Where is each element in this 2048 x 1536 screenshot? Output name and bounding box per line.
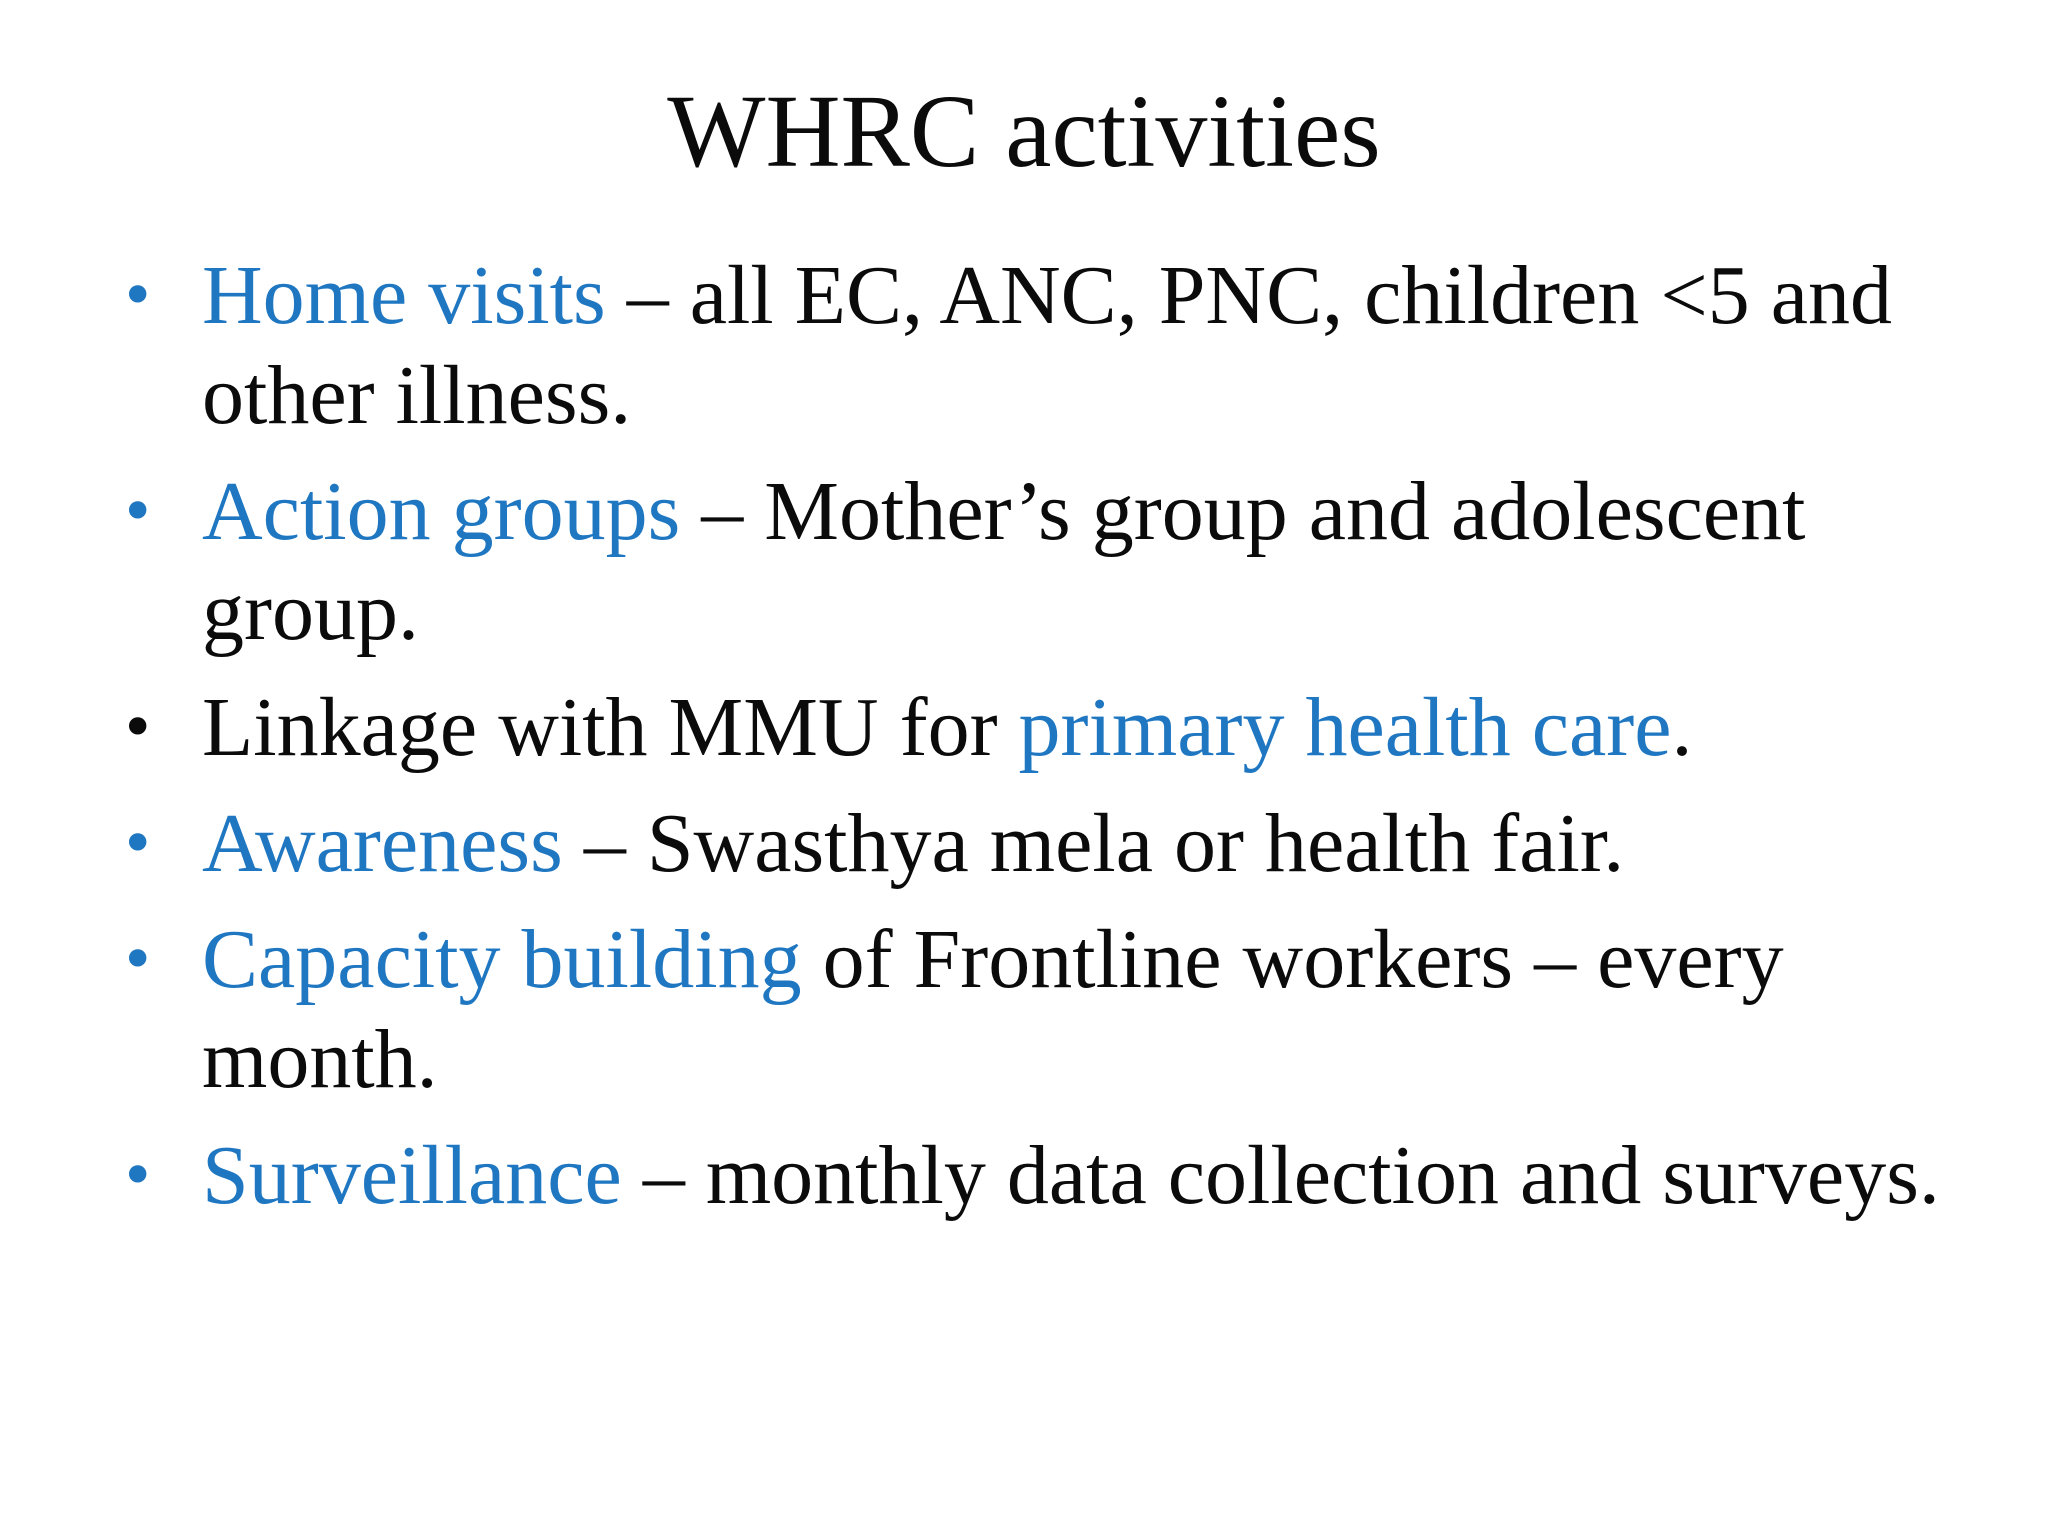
bullet-icon: •: [120, 693, 156, 763]
bullet-highlight: Awareness: [202, 797, 563, 890]
bullet-item-action-groups: [120, 462, 1950, 662]
bullet-text: – Swasthya mela or health fair.: [562, 797, 1625, 890]
bullet-highlight: Action groups: [202, 465, 681, 558]
bullet-icon: •: [120, 477, 156, 547]
slide-title: WHRC activities: [667, 74, 1381, 189]
bullet-item-capacity-building: [120, 910, 1950, 1110]
bullet-list: [120, 246, 1950, 1242]
bullet-text: – all EC, ANC, PNC, children <5 and other illness.: [202, 249, 1892, 442]
bullet-text: of Frontline workers – every month.: [202, 913, 1784, 1106]
bullet-highlight: Surveillance: [202, 1129, 622, 1222]
bullet-item-home-visits: [120, 246, 1950, 446]
bullet-item-surveillance: [120, 1126, 1950, 1226]
bullet-text-after: .: [1671, 681, 1693, 774]
bullet-text: – Mother’s group and adolescent group.: [202, 465, 1806, 658]
bullet-text: – monthly data collection and surveys.: [621, 1129, 1940, 1222]
bullet-icon: •: [120, 1141, 156, 1211]
bullet-highlight: primary health care: [1018, 681, 1672, 774]
bullet-icon: •: [120, 925, 156, 995]
bullet-item-linkage: [120, 678, 1950, 778]
bullet-icon: •: [120, 809, 156, 879]
bullet-item-awareness: [120, 794, 1950, 894]
bullet-text-before: Linkage with MMU for: [202, 681, 1019, 774]
bullet-icon: •: [120, 261, 156, 331]
bullet-highlight: Capacity building: [202, 913, 802, 1006]
bullet-highlight: Home visits: [202, 249, 606, 342]
